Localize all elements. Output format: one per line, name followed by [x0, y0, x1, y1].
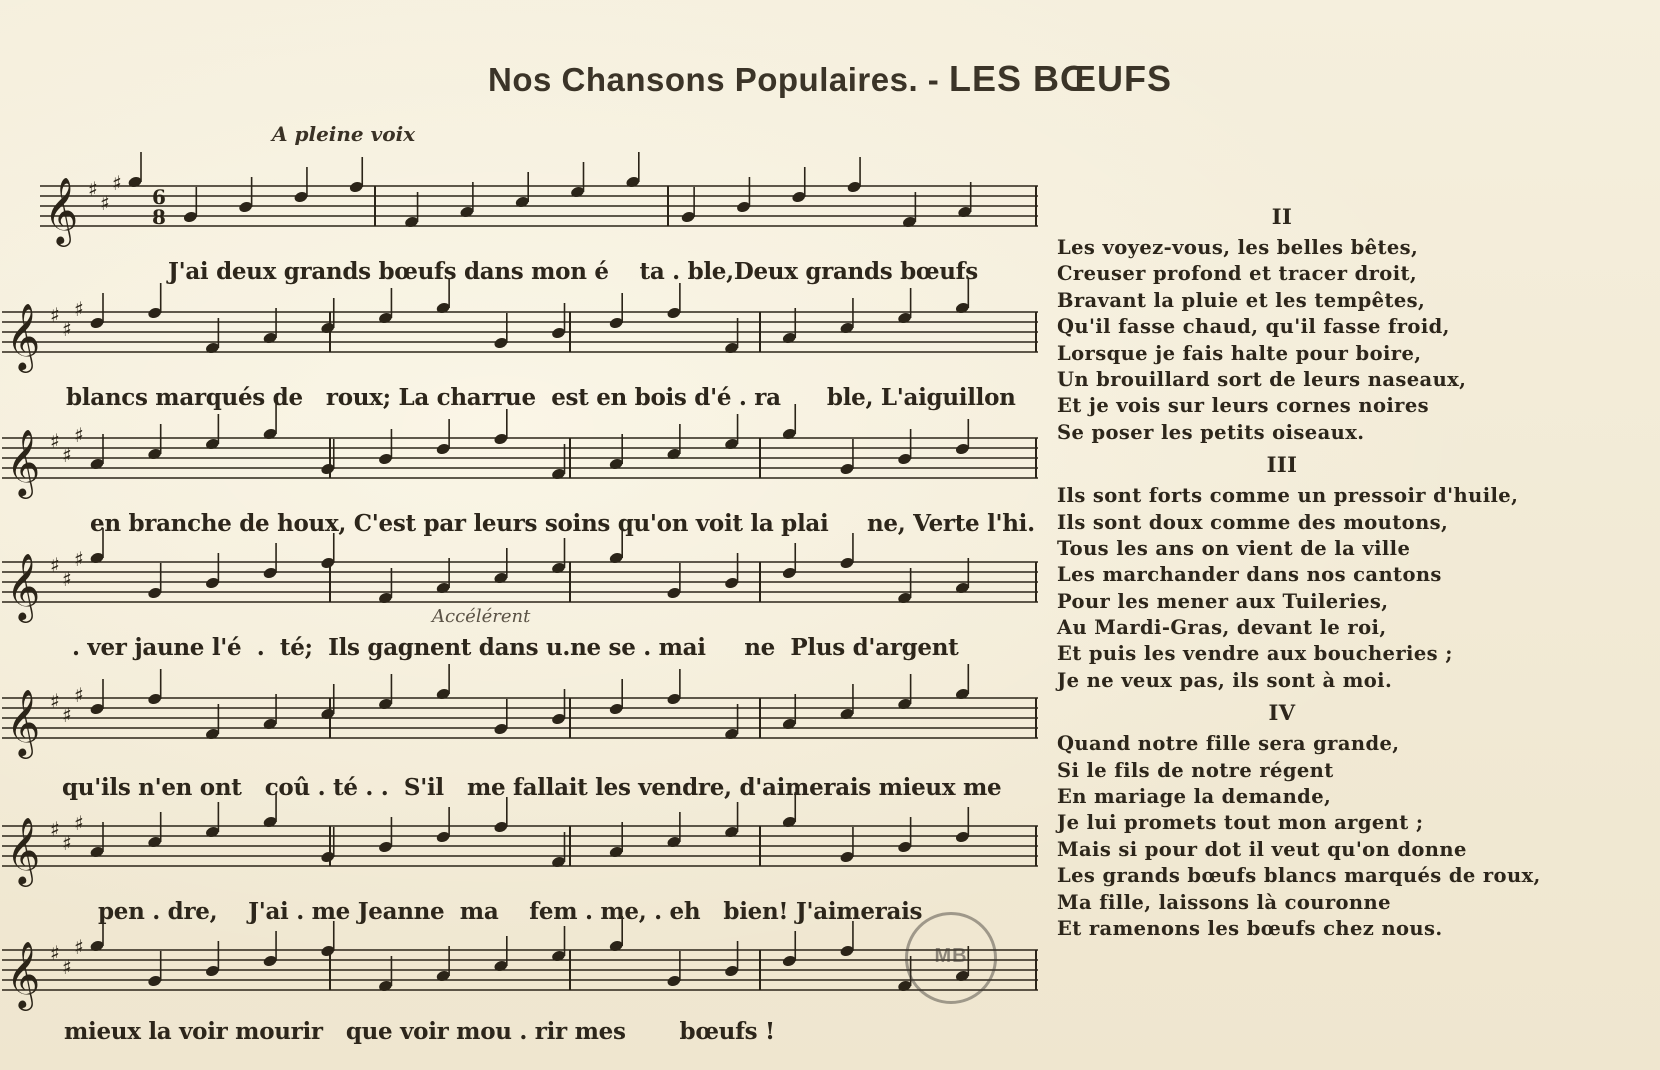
verse-line: Qu'il fasse chaud, qu'il fasse froid, [1057, 315, 1450, 339]
verse-line: Ma fille, laissons là couronne [1057, 890, 1391, 914]
sharp-icon: ♯ [74, 935, 84, 959]
verse-line: Creuser profond et tracer droit, [1057, 262, 1418, 286]
verse-line: Les marchander dans nos cantons [1057, 563, 1442, 587]
lyric-line-4: . ver jaune l'é . té; Ils gagnent dans u.ne se . mai ne Plus d'argent [72, 634, 959, 661]
accelerando-marking: Accélérent [432, 606, 531, 627]
sharp-icon: ♯ [74, 547, 84, 571]
sharp-icon: ♯ [74, 683, 84, 707]
lyric-line-5: qu'ils n'en ont coû . té . . S'il me fallait les vendre, d'aimerais mieux me [62, 774, 1002, 801]
verse-line: Lorsque je fais halte pour boire, [1057, 341, 1422, 365]
sharp-icon: ♯ [62, 703, 72, 727]
stamp-text: MB [934, 945, 968, 967]
lyric-line-3: en branche de houx, C'est par leurs soins qu'on voit la plai ne, Verte l'hi. [90, 510, 1035, 537]
sharp-icon: ♯ [112, 171, 122, 195]
verse-line: Ils sont forts comme un pressoir d'huile, [1057, 484, 1519, 508]
verse-line: Quand notre fille sera grande, [1057, 732, 1400, 756]
treble-clef-icon: 𝄞 [44, 176, 79, 244]
sharp-icon: ♯ [62, 443, 72, 467]
sharp-icon: ♯ [50, 689, 60, 713]
verse-line: En mariage la demande, [1057, 785, 1332, 809]
verse-line: Je ne veux pas, ils sont à moi. [1057, 668, 1393, 692]
lyric-line-1: J'ai deux grands bœufs dans mon é ta . ble,Deux grands bœufs [168, 258, 978, 285]
treble-clef-icon: 𝄞 [6, 302, 41, 370]
sharp-icon: ♯ [62, 831, 72, 855]
title-series: Nos Chansons Populaires. - [488, 61, 940, 98]
verse-line: Tous les ans on vient de la ville [1057, 536, 1411, 560]
lyric-line-7: mieux la voir mourir que voir mou . rir mes bœufs ! [64, 1018, 775, 1045]
verse-line: Bravant la pluie et les tempêtes, [1057, 288, 1426, 312]
verse-line: Les grands bœufs blancs marqués de roux, [1057, 864, 1541, 888]
lyric-line-6: pen . dre, J'ai . me Jeanne ma fem . me, . eh bien! J'aimerais [98, 898, 923, 925]
verse-line: Ils sont doux comme des moutons, [1057, 510, 1449, 534]
verse-numeral: IV [1268, 700, 1296, 726]
sharp-icon: ♯ [62, 567, 72, 591]
sharp-icon: ♯ [74, 297, 84, 321]
verses-column [1057, 198, 1617, 942]
verse-line: Pour les mener aux Tuileries, [1057, 589, 1389, 613]
sharp-icon: ♯ [62, 317, 72, 341]
verse-line: Et je vois sur leurs cornes noires [1057, 394, 1430, 418]
title-song: LES BŒUFS [948, 58, 1172, 99]
sharp-icon: ♯ [100, 191, 110, 215]
verse-line: Je lui promets tout mon argent ; [1057, 811, 1424, 835]
verse-line: Et ramenons les bœufs chez nous. [1057, 916, 1443, 940]
verse-3 [1057, 452, 1617, 694]
time-signature-bottom: 8 [152, 205, 166, 229]
lyric-line-2: blancs marqués de roux; La charrue est en bois d'é . ra ble, L'aiguillon [66, 384, 1016, 411]
treble-clef-icon: 𝄞 [6, 428, 41, 496]
verse-2 [1057, 204, 1617, 446]
sharp-icon: ♯ [88, 177, 98, 201]
sharp-icon: ♯ [74, 811, 84, 835]
verse-line: Se poser les petits oiseaux. [1057, 420, 1365, 444]
verse-line: Un brouillard sort de leurs naseaux, [1057, 367, 1467, 391]
sharp-icon: ♯ [74, 423, 84, 447]
sharp-icon: ♯ [50, 941, 60, 965]
verse-4 [1057, 700, 1617, 942]
verse-numeral: II [1271, 204, 1293, 229]
tempo-marking: A pleine voix [272, 122, 416, 146]
sharp-icon: ♯ [62, 955, 72, 979]
verse-line: Si le fils de notre régent [1057, 758, 1334, 782]
sharp-icon: ♯ [50, 817, 60, 841]
verse-line: Et puis les vendre aux boucheries ; [1057, 642, 1453, 666]
verse-line: Mais si pour dot il veut qu'on donne [1057, 837, 1467, 861]
verse-line: Les voyez-vous, les belles bêtes, [1057, 236, 1419, 259]
verse-line: Au Mardi-Gras, devant le roi, [1057, 616, 1387, 640]
time-signature-top: 6 [152, 185, 166, 209]
sharp-icon: ♯ [50, 429, 60, 453]
treble-clef-icon: 𝄞 [6, 688, 41, 756]
treble-clef-icon: 𝄞 [6, 816, 41, 884]
sharp-icon: ♯ [50, 303, 60, 327]
sharp-icon: ♯ [50, 553, 60, 577]
verse-numeral: III [1266, 452, 1298, 478]
treble-clef-icon: 𝄞 [6, 940, 41, 1008]
publisher-stamp-icon [905, 912, 997, 1004]
treble-clef-icon: 𝄞 [6, 552, 41, 620]
